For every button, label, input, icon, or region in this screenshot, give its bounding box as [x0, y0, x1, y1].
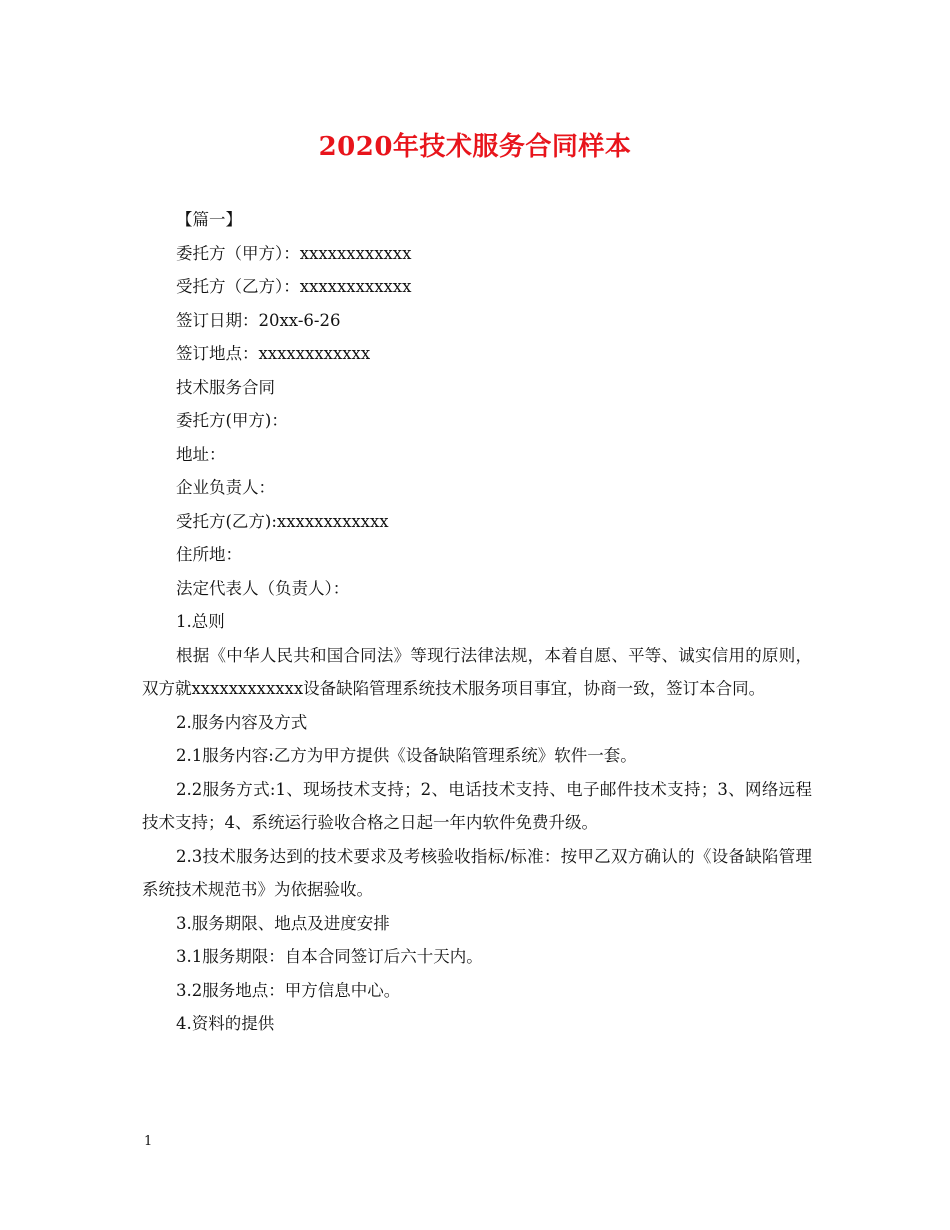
- client-field: 委托方(甲方)：: [176, 411, 288, 430]
- document-title: 2020年技术服务合同样本: [318, 132, 632, 162]
- section-heading-2: 2.服务内容及方式: [176, 712, 308, 732]
- client-party-line: 委托方（甲方）：xxxxxxxxxxxx: [176, 243, 412, 263]
- residence-field: 住所地：: [176, 545, 242, 564]
- section-heading-3: 3.服务期限、地点及进度安排: [176, 913, 390, 933]
- signing-date-line: 签订日期：20xx-6-26: [176, 310, 341, 330]
- contractor-field: 受托方(乙方):xxxxxxxxxxxx: [176, 511, 389, 531]
- legal-rep-field: 法定代表人（负责人）：: [176, 578, 350, 598]
- contractor-party-line: 受托方（乙方）：xxxxxxxxxxxx: [176, 277, 412, 296]
- document-body: [142, 203, 812, 1041]
- service-location-paragraph: 3.2服务地点：甲方信息中心。: [176, 980, 401, 1000]
- service-method-paragraph: 2.2服务方式:1、现场技术支持；2、电话技术支持、电子邮件技术支持；3、网络远程技术支持；4、系统运行验收合格之日起一年内软件免费升级。: [142, 779, 812, 832]
- acceptance-standard-paragraph: 2.3技术服务达到的技术要求及考核验收指标/标准：按甲乙双方确认的《设备缺陷管理系统技术规范书》为依据验收。: [142, 846, 812, 899]
- section-heading-1: 1.总则: [176, 612, 225, 631]
- service-period-paragraph: 3.1服务期限：自本合同签订后六十天内。: [176, 947, 483, 966]
- address-field: 地址：: [176, 444, 226, 464]
- contract-heading: 技术服务合同: [176, 377, 275, 397]
- general-paragraph: 根据《中华人民共和国合同法》等现行法律法规，本着自愿、平等、诚实信用的原则，双方就xxxxxxxxxxxx设备缺陷管理系统技术服务项目事宜，协商一致，签订本合同。: [142, 645, 812, 698]
- service-content-paragraph: 2.1服务内容:乙方为甲方提供《设备缺陷管理系统》软件一套。: [176, 746, 637, 765]
- section-heading-4: 4.资料的提供: [176, 1014, 275, 1033]
- section-label: 【篇一】: [176, 210, 242, 229]
- page-number: 1: [144, 1134, 153, 1149]
- enterprise-head-field: 企业负责人：: [176, 478, 275, 497]
- signing-place-line: 签订地点：xxxxxxxxxxxx: [176, 344, 371, 363]
